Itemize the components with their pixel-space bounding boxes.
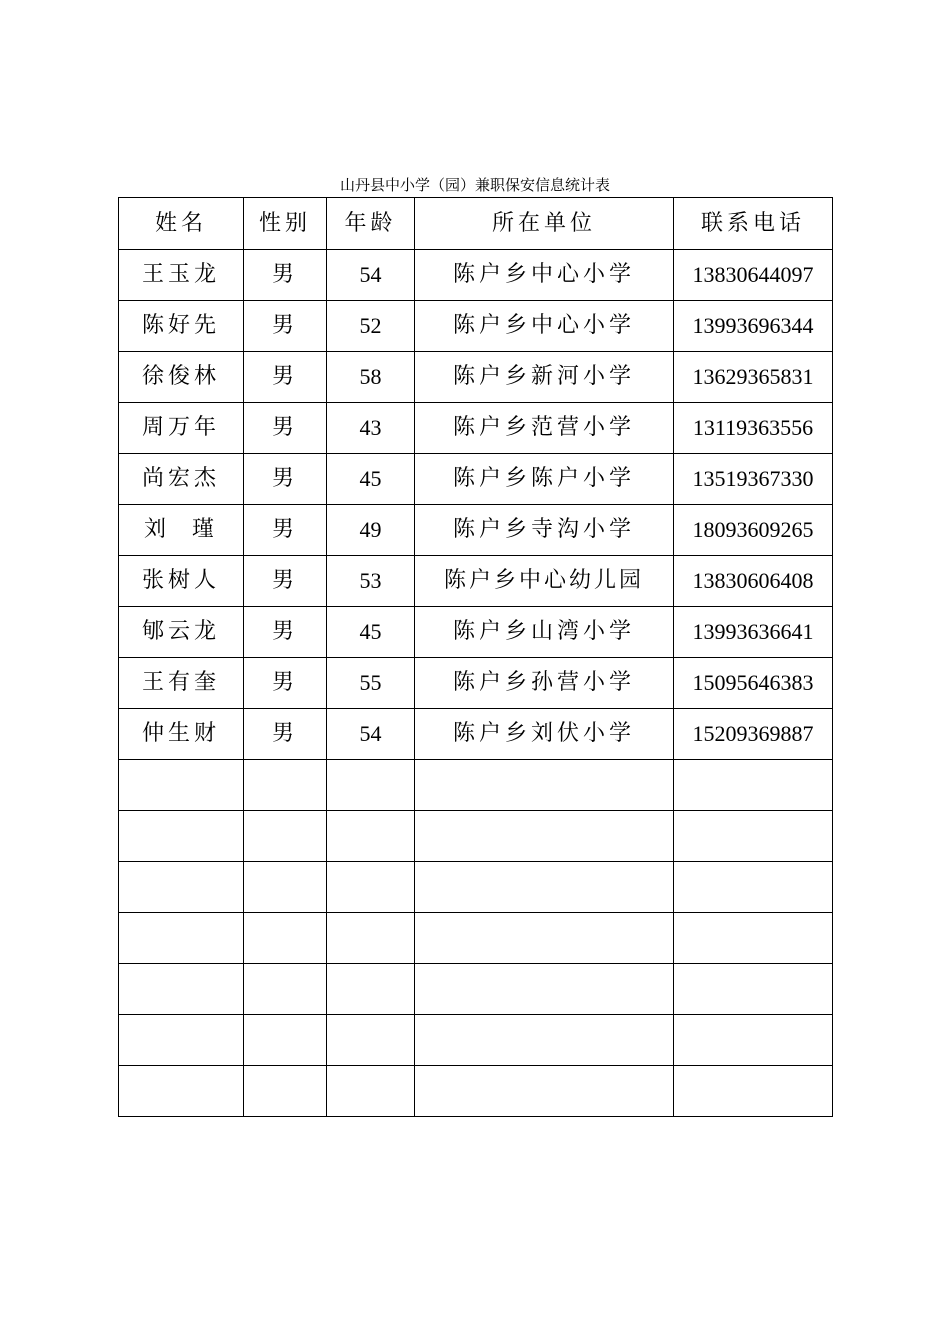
cell-name-empty bbox=[119, 1015, 244, 1066]
cell-gender-empty bbox=[244, 811, 327, 862]
cell-gender: 男 bbox=[244, 454, 327, 505]
cell-phone-empty bbox=[674, 1015, 833, 1066]
cell-unit: 陈户乡范营小学 bbox=[415, 403, 674, 454]
cell-name: 郇云龙 bbox=[119, 607, 244, 658]
header-age: 年龄 bbox=[327, 198, 415, 250]
cell-name-empty bbox=[119, 913, 244, 964]
table-row bbox=[119, 250, 833, 301]
cell-gender-empty bbox=[244, 862, 327, 913]
cell-unit: 陈户乡陈户小学 bbox=[415, 454, 674, 505]
cell-phone-empty bbox=[674, 811, 833, 862]
cell-gender: 男 bbox=[244, 709, 327, 760]
cell-name: 刘 瑾 bbox=[119, 505, 244, 556]
cell-gender-empty bbox=[244, 1066, 327, 1117]
cell-unit-empty bbox=[415, 811, 674, 862]
cell-phone: 18093609265 bbox=[674, 505, 833, 556]
cell-unit: 陈户乡中心小学 bbox=[415, 301, 674, 352]
cell-name: 王有奎 bbox=[119, 658, 244, 709]
cell-gender: 男 bbox=[244, 607, 327, 658]
table-row bbox=[119, 352, 833, 403]
cell-phone: 13993636641 bbox=[674, 607, 833, 658]
cell-phone: 13119363556 bbox=[674, 403, 833, 454]
cell-age-empty bbox=[327, 760, 415, 811]
cell-age: 54 bbox=[327, 250, 415, 301]
table-row bbox=[119, 505, 833, 556]
cell-name: 仲生财 bbox=[119, 709, 244, 760]
empty-table-row bbox=[119, 811, 833, 862]
cell-name: 徐俊林 bbox=[119, 352, 244, 403]
cell-unit: 陈户乡刘伏小学 bbox=[415, 709, 674, 760]
cell-age: 49 bbox=[327, 505, 415, 556]
cell-age-empty bbox=[327, 811, 415, 862]
cell-phone-empty bbox=[674, 760, 833, 811]
cell-age-empty bbox=[327, 1066, 415, 1117]
cell-gender-empty bbox=[244, 913, 327, 964]
cell-name: 张树人 bbox=[119, 556, 244, 607]
cell-phone: 15095646383 bbox=[674, 658, 833, 709]
cell-age-empty bbox=[327, 913, 415, 964]
cell-age-empty bbox=[327, 964, 415, 1015]
cell-phone-empty bbox=[674, 913, 833, 964]
empty-table-row bbox=[119, 1015, 833, 1066]
cell-name-empty bbox=[119, 811, 244, 862]
cell-phone: 13519367330 bbox=[674, 454, 833, 505]
empty-table-row bbox=[119, 760, 833, 811]
empty-table-row bbox=[119, 964, 833, 1015]
cell-unit-empty bbox=[415, 913, 674, 964]
cell-unit-empty bbox=[415, 760, 674, 811]
table-row bbox=[119, 556, 833, 607]
cell-age: 45 bbox=[327, 454, 415, 505]
cell-gender-empty bbox=[244, 760, 327, 811]
header-unit: 所在单位 bbox=[415, 198, 674, 250]
table-row bbox=[119, 607, 833, 658]
cell-gender: 男 bbox=[244, 301, 327, 352]
cell-age: 53 bbox=[327, 556, 415, 607]
table-row bbox=[119, 301, 833, 352]
cell-name-empty bbox=[119, 964, 244, 1015]
cell-unit-empty bbox=[415, 862, 674, 913]
cell-unit: 陈户乡山湾小学 bbox=[415, 607, 674, 658]
table-row bbox=[119, 454, 833, 505]
cell-name: 王玉龙 bbox=[119, 250, 244, 301]
cell-phone-empty bbox=[674, 1066, 833, 1117]
cell-phone-empty bbox=[674, 964, 833, 1015]
empty-rows-section bbox=[119, 760, 833, 1117]
cell-age: 54 bbox=[327, 709, 415, 760]
cell-gender: 男 bbox=[244, 556, 327, 607]
cell-phone: 13830644097 bbox=[674, 250, 833, 301]
cell-unit-empty bbox=[415, 1015, 674, 1066]
table-row bbox=[119, 709, 833, 760]
cell-unit: 陈户乡中心小学 bbox=[415, 250, 674, 301]
cell-unit: 陈户乡中心幼儿园 bbox=[415, 556, 674, 607]
cell-gender: 男 bbox=[244, 352, 327, 403]
cell-name-empty bbox=[119, 760, 244, 811]
table-row bbox=[119, 403, 833, 454]
cell-unit-empty bbox=[415, 964, 674, 1015]
document-title: 山丹县中小学（园）兼职保安信息统计表 bbox=[339, 176, 610, 194]
cell-unit: 陈户乡新河小学 bbox=[415, 352, 674, 403]
cell-unit: 陈户乡孙营小学 bbox=[415, 658, 674, 709]
cell-age: 58 bbox=[327, 352, 415, 403]
empty-table-row bbox=[119, 913, 833, 964]
cell-gender: 男 bbox=[244, 658, 327, 709]
table-row bbox=[119, 658, 833, 709]
cell-gender: 男 bbox=[244, 505, 327, 556]
cell-gender-empty bbox=[244, 1015, 327, 1066]
cell-gender: 男 bbox=[244, 403, 327, 454]
cell-phone-empty bbox=[674, 862, 833, 913]
header-gender: 性别 bbox=[244, 198, 327, 250]
cell-gender-empty bbox=[244, 964, 327, 1015]
cell-age: 52 bbox=[327, 301, 415, 352]
cell-name-empty bbox=[119, 862, 244, 913]
empty-table-row bbox=[119, 862, 833, 913]
cell-age-empty bbox=[327, 1015, 415, 1066]
cell-age: 55 bbox=[327, 658, 415, 709]
cell-gender: 男 bbox=[244, 250, 327, 301]
cell-phone: 15209369887 bbox=[674, 709, 833, 760]
cell-name-empty bbox=[119, 1066, 244, 1117]
security-staff-table bbox=[118, 197, 833, 1117]
cell-phone: 13830606408 bbox=[674, 556, 833, 607]
cell-age: 43 bbox=[327, 403, 415, 454]
cell-name: 陈好先 bbox=[119, 301, 244, 352]
cell-phone: 13629365831 bbox=[674, 352, 833, 403]
header-name: 姓名 bbox=[119, 198, 244, 250]
cell-unit-empty bbox=[415, 1066, 674, 1117]
cell-age-empty bbox=[327, 862, 415, 913]
cell-phone: 13993696344 bbox=[674, 301, 833, 352]
empty-table-row bbox=[119, 1066, 833, 1117]
cell-name: 周万年 bbox=[119, 403, 244, 454]
cell-unit: 陈户乡寺沟小学 bbox=[415, 505, 674, 556]
cell-age: 45 bbox=[327, 607, 415, 658]
cell-name: 尚宏杰 bbox=[119, 454, 244, 505]
header-phone: 联系电话 bbox=[674, 198, 833, 250]
table-header-row bbox=[119, 198, 833, 250]
